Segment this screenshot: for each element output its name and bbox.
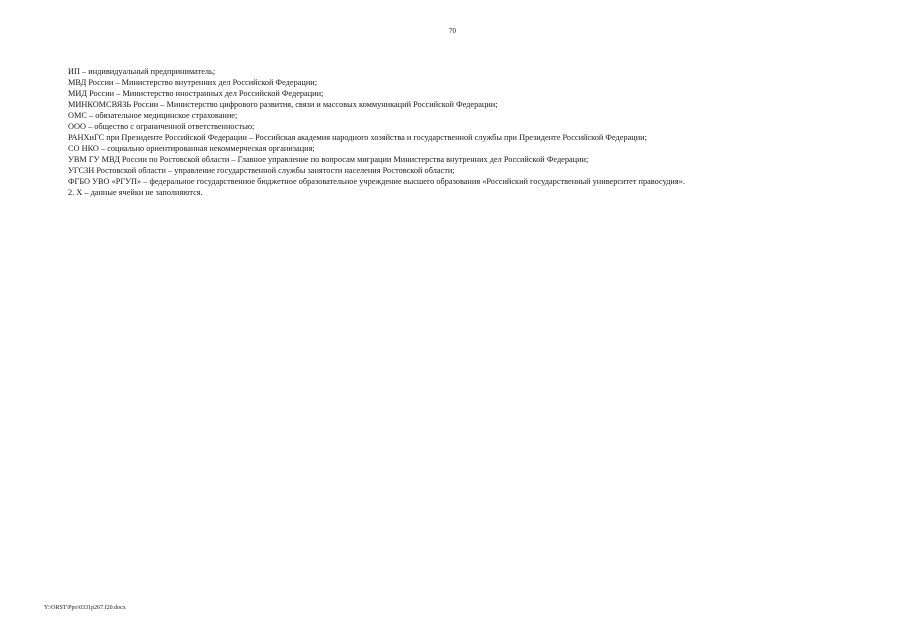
abbreviations-list (68, 66, 860, 198)
abbreviation-item: РАНХиГС при Президенте Российской Федерации – Российская академия народного хозяйства и государственной службы при Президенте Российской Федерации; (68, 133, 647, 142)
abbreviation-item: ООО – общество с ограниченной ответственностью; (68, 122, 255, 131)
abbreviation-item: СО НКО – социально ориентированная некоммерческая организация; (68, 144, 315, 153)
page-number: 70 (449, 27, 456, 35)
abbreviation-item: МИД России – Министерство иностранных дел Российской Федерации; (68, 89, 324, 98)
abbreviation-item: ОМС – обязательное медицинское страхование; (68, 111, 238, 120)
note-text: 2. Х – данные ячейки не заполняются. (68, 188, 203, 197)
abbreviation-item: ИП – индивидуальный предприниматель; (68, 67, 216, 76)
abbreviation-item: МВД России – Министерство внутренних дел Российской Федерации; (68, 78, 318, 87)
footer-file-path: Y:\ORST\Ppo\0331p267.f20.docx (44, 605, 126, 611)
abbreviation-item: МИНКОМСВЯЗЬ России – Министерство цифрового развития, связи и массовых коммуникаций Российской Федерации; (68, 100, 498, 109)
abbreviation-item: УВМ ГУ МВД России по Ростовской области – Главное управление по вопросам миграции Министерства внутренних дел Российской Федерации; (68, 155, 589, 164)
abbreviation-item: УГСЗН Ростовской области – управление государственной службы занятости населения Ростовской области; (68, 166, 455, 175)
abbreviation-item: ФГБО УВО «РГУП» – федеральное государственное бюджетное образовательное учреждение высшего образования «Российский государственный университет правосудия». (68, 177, 685, 186)
